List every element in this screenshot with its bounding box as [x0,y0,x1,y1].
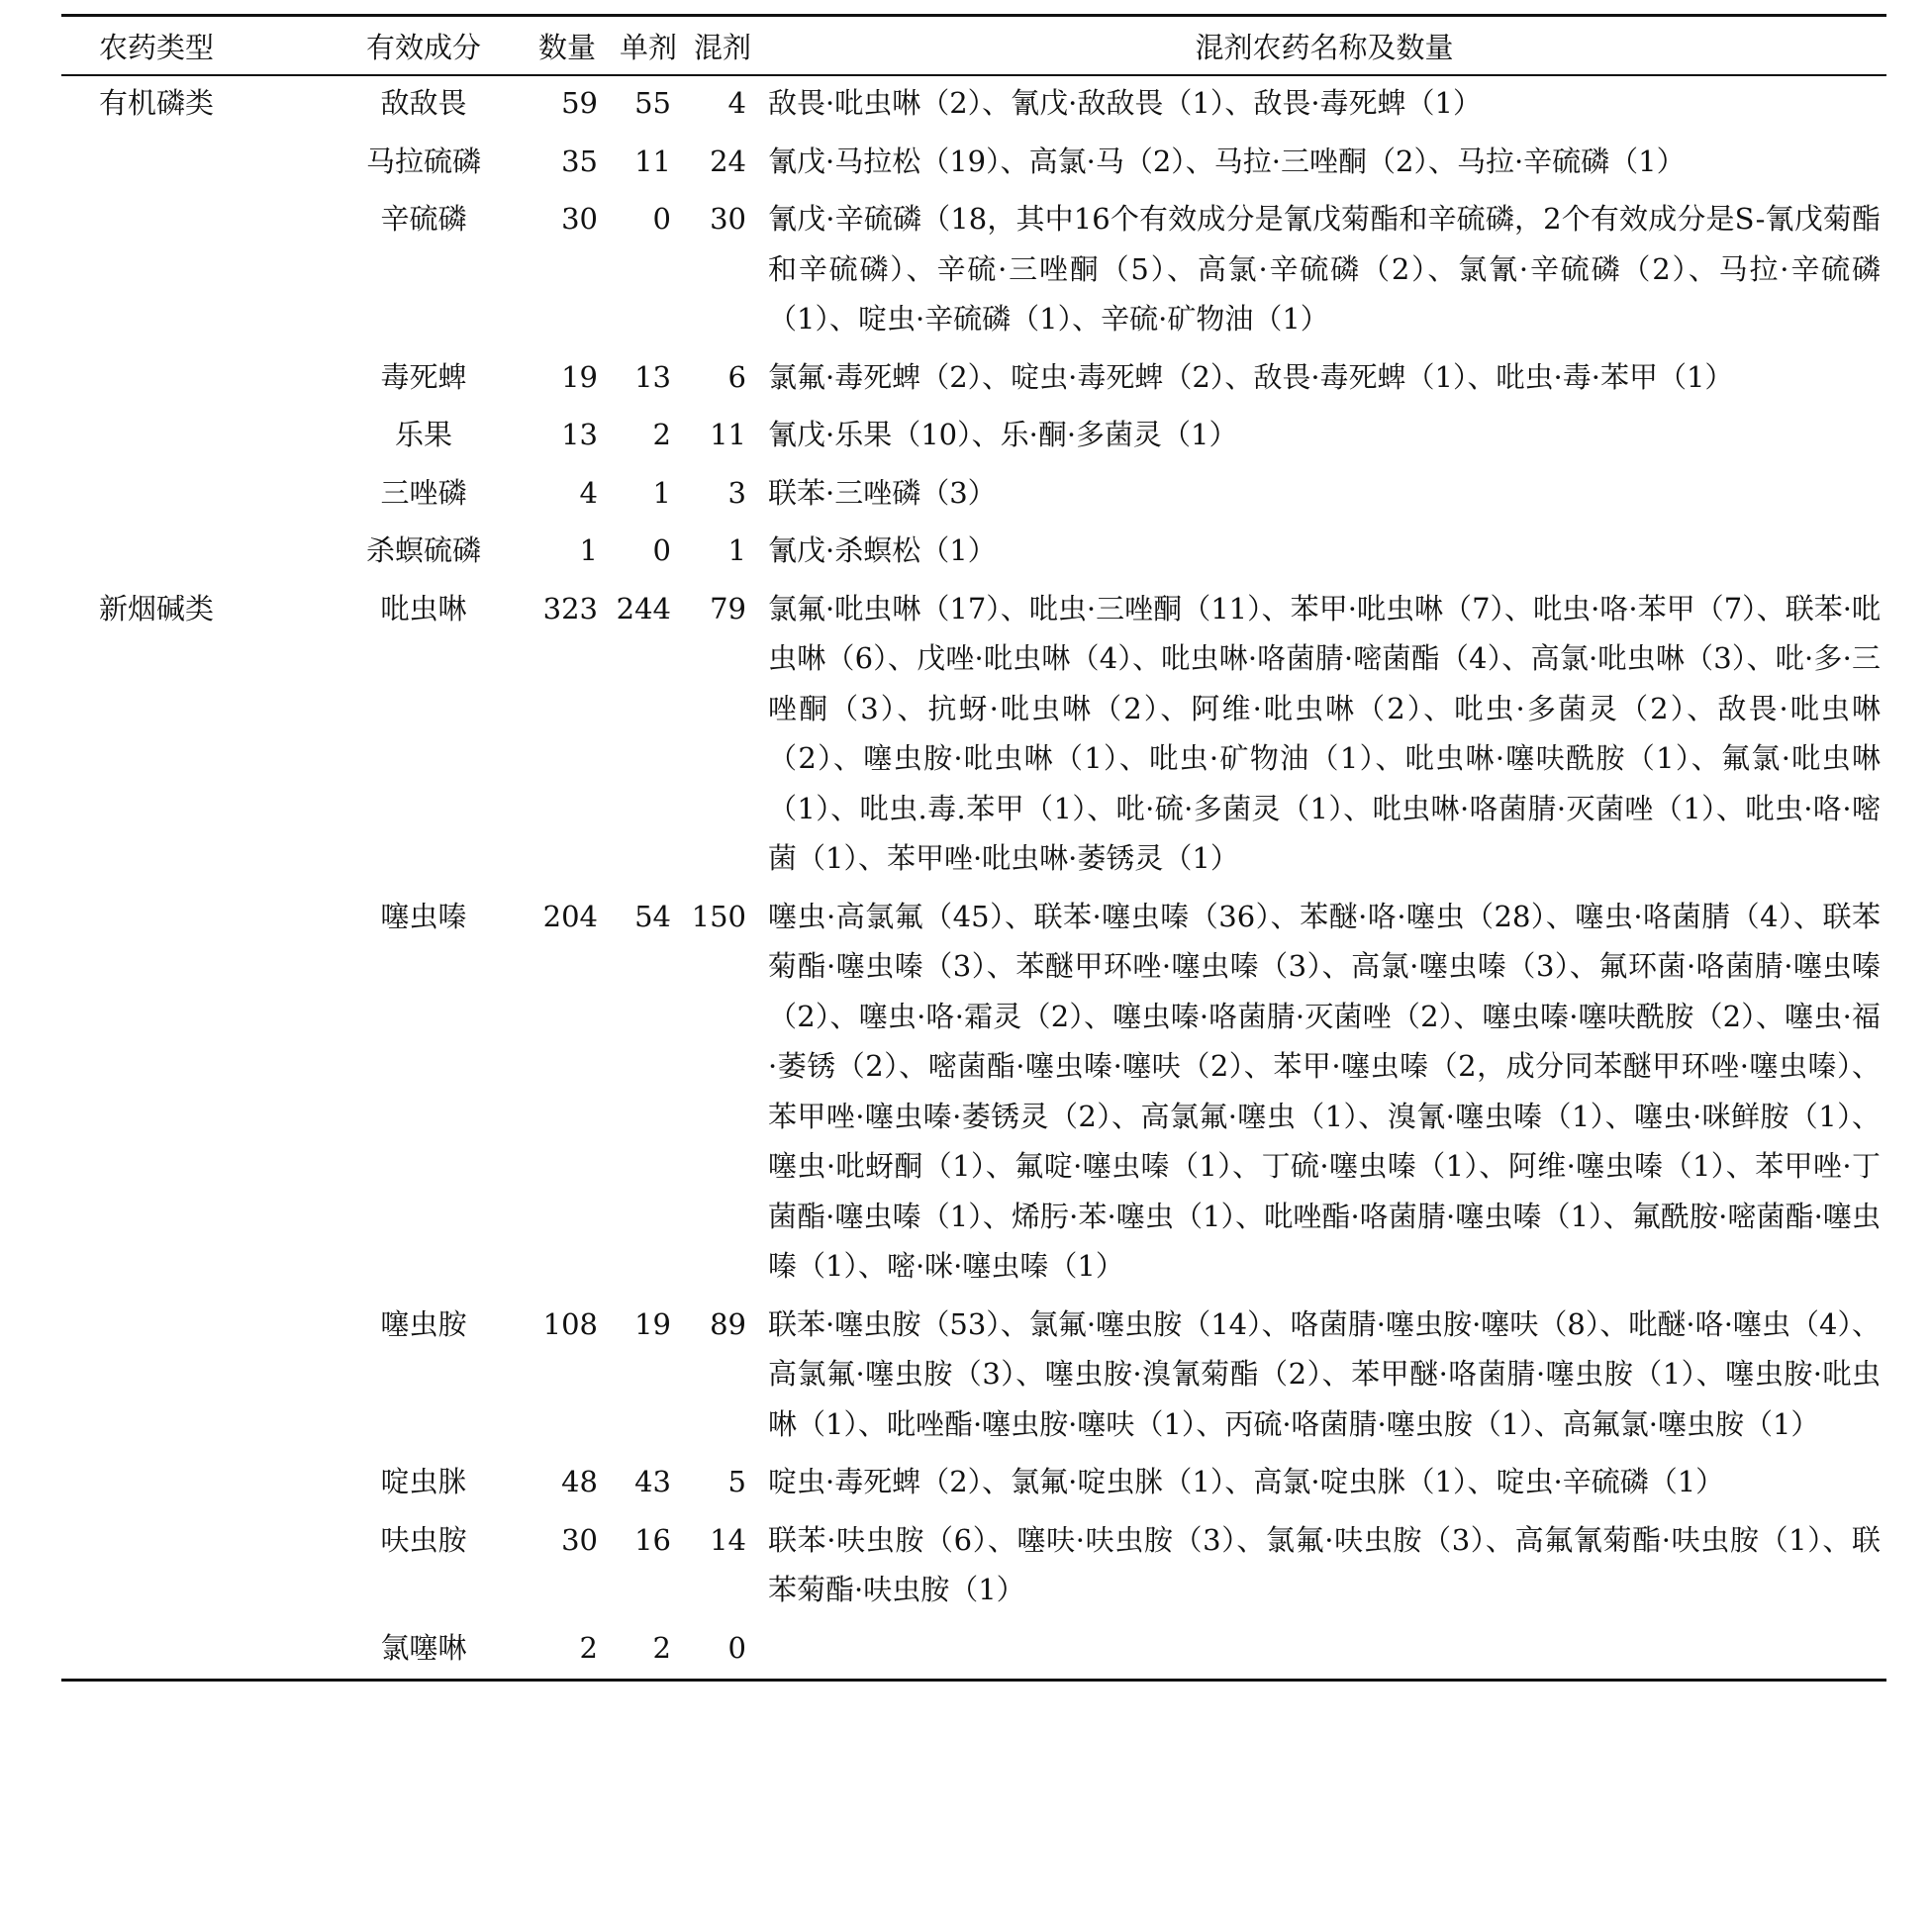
cell-mix-names: 氯氟·吡虫啉（17）、吡虫·三唑酮（11）、苯甲·吡虫啉（7）、吡虫·咯·苯甲（7）、联苯·吡虫啉（6）、戊唑·吡虫啉（4）、吡虫啉·咯菌腈·嘧菌酯（4）、高氯·吡虫啉（3）、吡·多·三唑酮（3）、抗蚜·吡虫啉（2）、阿维·吡虫啉（2）、吡虫·多菌灵（2）、敌畏·吡虫啉（2）、噻虫胺·吡虫啉（1）、吡虫·矿物油（1）、吡虫啉·噻呋酰胺（1）、氟氯·吡虫啉（1）、吡虫.毒.苯甲（1）、吡·硫·多菌灵（1）、吡虫啉·咯菌腈·灭菌唑（1）、吡虫·咯·嘧菌（1）、苯甲唑·吡虫啉·萎锈灵（1） [768,591,1881,875]
table-row [61,410,1886,468]
cell-ingredient: 乐果 [394,418,452,451]
cell-mix-names: 敌畏·吡虫啉（2）、氰戊·敌敌畏（1）、敌畏·毒死蜱（1） [768,86,1483,120]
cell-type [61,526,325,584]
cell-type: 新烟碱类 [99,591,215,626]
cell-count: 323 [542,591,598,626]
cell-count: 35 [561,144,598,178]
header-single: 单剂 [612,16,685,76]
cell-mix-names: 氰戊·马拉松（19）、高氯·马（2）、马拉·三唑酮（2）、马拉·辛硫磷（1） [768,144,1686,178]
cell-mix-names: 联苯·三唑磷（3） [768,475,997,510]
table-row [61,1299,1886,1458]
table-row [61,194,1886,352]
table-header [61,16,1886,76]
cell-mix-names: 氯氟·毒死蜱（2）、啶虫·毒死蜱（2）、敌畏·毒死蜱（1）、吡虫·毒·苯甲（1） [768,359,1734,394]
cell-mixed: 0 [685,1623,760,1681]
cell-mixed: 150 [691,899,746,933]
cell-ingredient: 吡虫啉 [380,591,467,626]
table-row [61,892,1886,1299]
cell-single: 1 [652,475,671,510]
cell-mixed: 79 [710,591,746,626]
header-mix-names: 混剂农药名称及数量 [760,16,1886,76]
cell-mixed: 11 [710,418,746,451]
cell-ingredient: 呋虫胺 [380,1522,467,1557]
cell-single: 13 [634,359,671,394]
cell-count: 59 [561,86,598,120]
header-count: 数量 [523,16,612,76]
cell-mixed: 5 [727,1465,746,1498]
cell-type [61,892,325,1299]
cell-count: 108 [542,1306,598,1341]
cell-mixed: 30 [710,202,746,236]
cell-mixed: 3 [727,475,746,510]
table-row [61,75,1886,137]
cell-mix-names: 氰戊·辛硫磷（18，其中16个有效成分是氰戊菊酯和辛硫磷，2个有效成分是S-氰戊菊酯和辛硫磷）、辛硫·三唑酮（5）、高氯·辛硫磷（2）、氯氰·辛硫磷（2）、马拉·辛硫磷（1）、啶虫·辛硫磷（1）、辛硫·矿物油（1） [768,202,1881,336]
cell-mix-names: 联苯·呋虫胺（6）、噻呋·呋虫胺（3）、氯氟·呋虫胺（3）、高氟氰菊酯·呋虫胺（1）、联苯菊酯·呋虫胺（1） [768,1522,1881,1606]
cell-type [61,410,325,468]
cell-count: 1 [579,533,598,567]
cell-mixed: 4 [727,86,746,120]
cell-ingredient: 马拉硫磷 [365,144,481,178]
cell-ingredient: 辛硫磷 [380,202,467,236]
table-body [61,75,1886,1681]
cell-ingredient: 啶虫脒 [380,1465,467,1498]
cell-type [61,352,325,411]
cell-count: 48 [561,1465,598,1498]
cell-mix-names: 联苯·噻虫胺（53）、氯氟·噻虫胺（14）、咯菌腈·噻虫胺·噻呋（8）、吡醚·咯·噻虫（4）、高氯氟·噻虫胺（3）、噻虫胺·溴氰菊酯（2）、苯甲醚·咯菌腈·噻虫胺（1）、噻虫胺·吡虫啉（1）、吡唑酯·噻虫胺·噻呋（1）、丙硫·咯菌腈·噻虫胺（1）、高氟氯·噻虫胺（1） [768,1306,1881,1441]
table-row [61,137,1886,195]
cell-mix-names: 氰戊·杀螟松（1） [768,533,997,567]
cell-mix-names: 氰戊·乐果（10）、乐·酮·多菌灵（1） [768,418,1238,451]
cell-single: 2 [652,418,671,451]
cell-count: 13 [561,418,598,451]
cell-ingredient: 噻虫嗪 [380,899,467,933]
cell-single: 11 [634,144,671,178]
cell-type [61,1623,325,1681]
cell-single: 16 [634,1522,671,1557]
cell-single: 244 [616,591,671,626]
cell-type: 有机磷类 [99,86,215,120]
cell-mixed: 24 [710,144,746,178]
cell-ingredient: 杀螟硫磷 [365,533,481,567]
cell-count: 4 [579,475,598,510]
cell-single: 0 [652,202,671,236]
header-row [61,16,1886,76]
cell-mixed: 6 [727,359,746,394]
table-row [61,1623,1886,1681]
header-mixed: 混剂 [685,16,760,76]
table-row [61,468,1886,527]
cell-mix-names: 噻虫·高氯氟（45）、联苯·噻虫嗪（36）、苯醚·咯·噻虫（28）、噻虫·咯菌腈（4）、联苯菊酯·噻虫嗪（3）、苯醚甲环唑·噻虫嗪（3）、高氯·噻虫嗪（3）、氟环菌·咯菌腈·噻虫嗪（2）、噻虫·咯·霜灵（2）、噻虫嗪·咯菌腈·灭菌唑（2）、噻虫嗪·噻呋酰胺（2）、噻虫·福·萎锈（2）、嘧菌酯·噻虫嗪·噻呋（2）、苯甲·噻虫嗪（2，成分同苯醚甲环唑·噻虫嗪）、苯甲唑·噻虫嗪·萎锈灵（2）、高氯氟·噻虫（1）、溴氰·噻虫嗪（1）、噻虫·咪鲜胺（1）、噻虫·吡蚜酮（1）、氟啶·噻虫嗪（1）、丁硫·噻虫嗪（1）、阿维·噻虫嗪（1）、苯甲唑·丁菌酯·噻虫嗪（1）、烯肟·苯·噻虫（1）、吡唑酯·咯菌腈·噻虫嗪（1）、氟酰胺·嘧菌酯·噻虫嗪（1）、嘧·咪·噻虫嗪（1） [768,899,1881,1283]
cell-mix-names: 啶虫·毒死蜱（2）、氯氟·啶虫脒（1）、高氯·啶虫脒（1）、啶虫·辛硫磷（1） [768,1465,1725,1498]
pesticide-table-container [61,14,1886,1682]
cell-type [61,1457,325,1515]
cell-ingredient: 三唑磷 [380,475,467,510]
cell-mixed: 14 [710,1522,746,1557]
cell-count: 19 [561,359,598,394]
cell-mixed: 89 [710,1306,746,1341]
cell-ingredient: 敌敌畏 [380,86,467,120]
table-row [61,1515,1886,1623]
table-row [61,1457,1886,1515]
table-row [61,584,1886,892]
cell-single: 54 [634,899,671,933]
cell-type [61,1299,325,1458]
cell-mixed: 1 [727,533,746,567]
cell-count: 204 [542,899,598,933]
cell-count: 2 [523,1623,612,1681]
table-row [61,526,1886,584]
cell-single: 19 [634,1306,671,1341]
cell-mix-names [760,1623,1886,1681]
cell-type [61,137,325,195]
cell-type [61,194,325,352]
cell-ingredient: 噻虫胺 [380,1306,467,1341]
cell-single: 55 [634,86,671,120]
pesticide-table [61,14,1886,1682]
cell-single: 2 [612,1623,685,1681]
header-type: 农药类型 [61,16,325,76]
cell-ingredient: 毒死蜱 [380,359,467,394]
cell-single: 0 [652,533,671,567]
cell-single: 43 [634,1465,671,1498]
cell-type [61,1515,325,1623]
table-row [61,352,1886,411]
cell-count: 30 [561,202,598,236]
cell-count: 30 [561,1522,598,1557]
header-ingredient: 有效成分 [325,16,523,76]
cell-type [61,468,325,527]
cell-ingredient: 氯噻啉 [325,1623,523,1681]
